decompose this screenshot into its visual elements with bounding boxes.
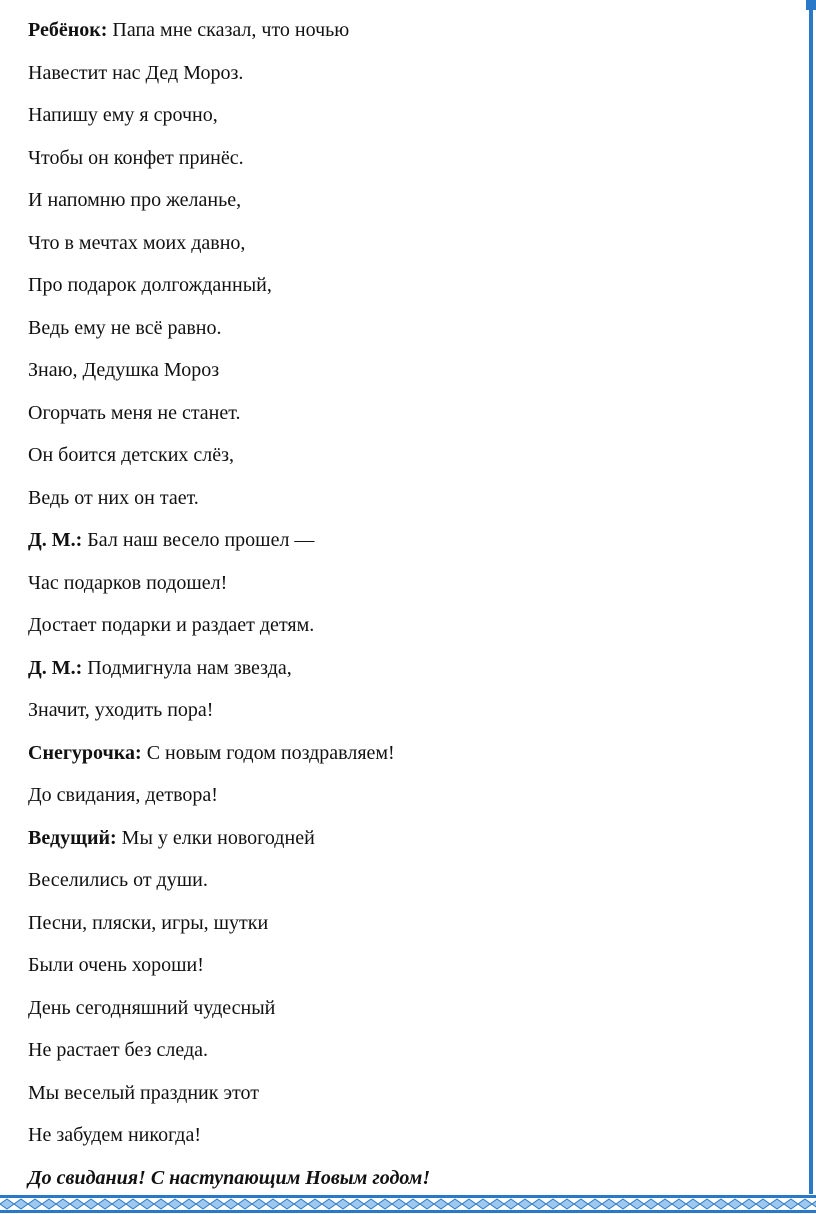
- border-diamond: [672, 1199, 686, 1209]
- border-diamond: [686, 1199, 700, 1209]
- border-diamond: [224, 1199, 238, 1209]
- line-text: Ведь от них он тает.: [28, 486, 199, 509]
- line-text: Веселились от души.: [28, 869, 208, 891]
- poem-line: [28, 443, 788, 468]
- border-diamond: [0, 1199, 14, 1209]
- line-text: Бал наш весело прошел —: [82, 529, 315, 551]
- poem-line: [28, 358, 788, 383]
- border-diamond: [770, 1199, 784, 1209]
- line-text: Чтобы он конфет принёс.: [28, 146, 244, 169]
- line-text: Огорчать меня не станет.: [28, 401, 241, 424]
- border-diamond: [294, 1199, 308, 1209]
- stage-direction: [28, 613, 788, 638]
- right-page-border: [809, 0, 813, 1196]
- border-diamond: [756, 1199, 770, 1209]
- poem-line: [28, 528, 788, 553]
- border-pattern: [0, 1194, 816, 1214]
- line-text: Что в мечтах моих давно,: [28, 231, 246, 254]
- border-diamond: [798, 1199, 812, 1209]
- line-text: Напишу ему я срочно,: [28, 104, 218, 126]
- border-diamond: [112, 1199, 126, 1209]
- poem-line: [28, 188, 788, 213]
- line-text: Мы веселый праздник этот: [28, 1081, 259, 1104]
- line-text: Достает подарки и раздает детям.: [28, 614, 315, 636]
- poem-line: [28, 656, 788, 681]
- line-text: Песни, пляски, игры, шутки: [28, 911, 269, 934]
- border-diamond: [336, 1199, 350, 1209]
- line-text: С новым годом поздравляем!: [141, 741, 395, 764]
- poem-line: [28, 996, 788, 1021]
- poem-line: [28, 273, 788, 298]
- border-diamond: [308, 1199, 322, 1209]
- border-diamond: [140, 1199, 154, 1209]
- border-diamond: [728, 1199, 742, 1209]
- poem-line: [28, 953, 788, 978]
- border-diamond: [448, 1199, 462, 1209]
- line-text: И напомню про желанье,: [28, 189, 242, 211]
- border-diamond: [42, 1199, 56, 1209]
- border-diamond: [434, 1199, 448, 1209]
- border-diamond: [532, 1199, 546, 1209]
- border-diamond: [28, 1199, 42, 1209]
- poem-line: [28, 316, 788, 341]
- border-diamond: [196, 1199, 210, 1209]
- border-diamond: [350, 1199, 364, 1209]
- border-diamond: [154, 1199, 168, 1209]
- border-diamond: [616, 1199, 630, 1209]
- poem-line: [28, 1038, 788, 1063]
- border-diamond: [70, 1199, 84, 1209]
- poem-line: [28, 1081, 788, 1106]
- line-text: Он боится детских слёз,: [28, 444, 235, 466]
- line-text: Ведь ему не всё равно.: [28, 316, 222, 339]
- border-diamond: [490, 1199, 504, 1209]
- poem-line: [28, 231, 788, 256]
- line-text: Навестит нас Дед Мороз.: [28, 61, 244, 84]
- border-diamond: [658, 1199, 672, 1209]
- border-diamond: [14, 1199, 28, 1209]
- line-text: Про подарок долгожданный,: [28, 274, 272, 296]
- poem-line: [28, 401, 788, 426]
- speaker-label: Ребёнок:: [28, 19, 108, 41]
- decorative-footer-border: [0, 1194, 816, 1214]
- poem-line: [28, 18, 788, 43]
- border-diamond: [574, 1199, 588, 1209]
- poem-line: [28, 486, 788, 511]
- line-text: Мы у елки новогодней: [116, 826, 315, 849]
- border-diamond: [588, 1199, 602, 1209]
- border-diamond: [560, 1199, 574, 1209]
- speaker-label: Д. М.:: [28, 656, 83, 679]
- poem-line: [28, 61, 788, 86]
- poem-line: [28, 783, 788, 808]
- border-diamond: [602, 1199, 616, 1209]
- border-diamond: [420, 1199, 434, 1209]
- border-diamond: [392, 1199, 406, 1209]
- border-diamond: [518, 1199, 532, 1209]
- border-diamond: [364, 1199, 378, 1209]
- border-diamond: [504, 1199, 518, 1209]
- poem-line: [28, 868, 788, 893]
- line-text: Час подарков подошел!: [28, 571, 228, 594]
- border-diamond: [252, 1199, 266, 1209]
- speaker-label: Д. М.:: [28, 529, 83, 551]
- closing-line: До свидания! С наступающим Новым годом!: [28, 1166, 431, 1189]
- line-text: Папа мне сказал, что ночью: [107, 19, 350, 41]
- poem-line: [28, 571, 788, 596]
- line-text: Знаю, Дедушка Мороз: [28, 359, 220, 381]
- border-diamond: [378, 1199, 392, 1209]
- poem-line: [28, 146, 788, 171]
- border-diamond: [168, 1199, 182, 1209]
- border-diamond: [714, 1199, 728, 1209]
- border-diamond: [700, 1199, 714, 1209]
- border-diamond: [812, 1199, 816, 1209]
- border-diamond: [210, 1199, 224, 1209]
- poem-line: [28, 741, 788, 766]
- speaker-label: Снегурочка:: [28, 741, 142, 764]
- border-bottom-stripe: [0, 1210, 816, 1213]
- poem-line: [28, 103, 788, 128]
- border-diamond: [406, 1199, 420, 1209]
- line-text: День сегодняшний чудесный: [28, 996, 276, 1019]
- border-diamond: [462, 1199, 476, 1209]
- border-diamond: [322, 1199, 336, 1209]
- border-diamond: [644, 1199, 658, 1209]
- poem-line: [28, 826, 788, 851]
- border-diamond: [126, 1199, 140, 1209]
- poem-line: [28, 698, 788, 723]
- poem-text: [28, 18, 788, 1208]
- line-text: Были очень хороши!: [28, 954, 204, 976]
- border-diamond: [280, 1199, 294, 1209]
- line-text: Подмигнула нам звезда,: [82, 656, 292, 679]
- border-diamond: [182, 1199, 196, 1209]
- border-diamond: [266, 1199, 280, 1209]
- border-diamond: [238, 1199, 252, 1209]
- border-top-stripe: [0, 1195, 816, 1198]
- line-text: Не растает без следа.: [28, 1039, 209, 1061]
- border-diamond: [546, 1199, 560, 1209]
- border-diamond: [476, 1199, 490, 1209]
- border-diamond: [630, 1199, 644, 1209]
- line-text: Значит, уходить пора!: [28, 699, 214, 721]
- line-text: Не забудем никогда!: [28, 1124, 201, 1146]
- poem-line: [28, 1123, 788, 1148]
- border-diamond: [56, 1199, 70, 1209]
- border-diamond: [742, 1199, 756, 1209]
- line-text: До свидания, детвора!: [28, 784, 218, 806]
- border-diamond: [98, 1199, 112, 1209]
- border-diamond: [784, 1199, 798, 1209]
- speaker-label: Ведущий:: [28, 826, 117, 849]
- poem-line: [28, 911, 788, 936]
- border-diamond: [84, 1199, 98, 1209]
